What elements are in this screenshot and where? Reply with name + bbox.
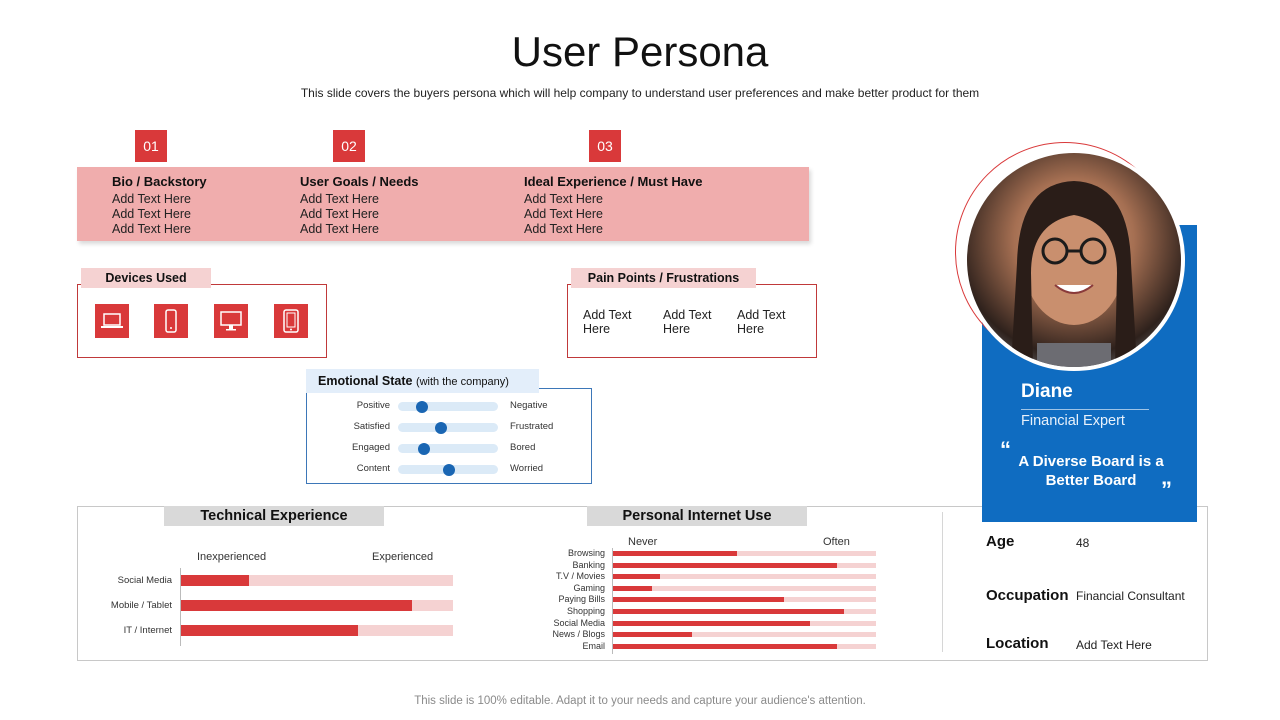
pain-point-line: Here [663,322,691,336]
desktop-monitor-icon [214,304,248,338]
emotion-slider-knob [416,401,428,413]
pain-point-item [583,308,631,336]
technical-bar-fill [181,600,412,611]
section-line: Add Text Here [524,207,603,221]
footer-note: This slide is 100% editable. Adapt it to your needs and capture your audience's attention. [414,695,866,707]
internet-row-label: Browsing [567,548,605,558]
internet-bar-fill [613,597,784,602]
internet-bar-track [613,644,876,649]
internet-scale-low: Never [628,536,658,548]
profile-quote: A Diverse Board is a Better Board [1018,453,1164,489]
emotional-state-subheading: (with the company) [415,376,509,388]
technical-bar-track [181,625,453,636]
section-title: Bio / Backstory [112,174,207,189]
technical-bar-track [181,575,453,586]
close-quote-icon: ” [1161,477,1172,502]
technical-row-label: IT / Internet [123,625,172,636]
internet-bar-track [613,586,876,591]
section-goals [300,174,419,237]
internet-bar-fill [613,644,837,649]
tablet-icon [274,304,308,338]
pain-point-line: Here [583,322,611,336]
internet-use-title: Personal Internet Use [587,506,807,526]
emotion-slider-knob [418,443,430,455]
emotion-left-label: Satisfied [353,421,390,432]
page-subtitle: This slide covers the buyers persona which will help company to understand user preferences and make better product for them [300,86,980,100]
emotion-slider-knob [435,422,447,434]
emotion-row [320,442,580,456]
emotion-slider-track [398,402,498,411]
section-title: User Goals / Needs [300,174,419,189]
internet-bar-track [613,609,876,614]
section-line: Add Text Here [524,222,603,236]
emotion-slider-track [398,465,498,474]
open-quote-icon: “ [1000,437,1011,462]
internet-bar-track [613,621,876,626]
technical-row-label: Social Media [117,575,172,586]
internet-bar-track [613,551,876,556]
internet-bar-fill [613,551,737,556]
internet-row-label: Paying Bills [558,594,605,605]
internet-bar-track [613,632,876,637]
emotion-right-label: Bored [510,442,536,453]
emotional-state-title [306,369,539,393]
internet-row-label: Gaming [573,582,605,593]
internet-row-label: Banking [572,559,605,570]
internet-row-label: Shopping [566,606,605,616]
emotion-row [320,421,580,435]
section-line: Add Text Here [300,222,379,236]
emotion-right-label: Frustrated [510,421,554,432]
emotion-left-label: Content [356,463,390,474]
section-line: Add Text Here [112,207,191,221]
pain-points-title: Pain Points / Frustrations [571,268,756,288]
section-line: Add Text Here [300,207,379,221]
internet-row-label: News / Blogs [552,629,605,640]
section-line: Add Text Here [112,222,191,236]
laptop-icon [95,304,129,338]
fact-value-occupation: Financial Consultant [1076,589,1185,603]
emotion-slider-track [398,444,498,453]
section-number-01: 01 [135,130,167,162]
pain-point-item [663,308,711,336]
internet-row-label: Email [582,640,605,651]
technical-scale-low: Inexperienced [197,551,267,563]
fact-value-location: Add Text Here [1076,638,1152,652]
technical-bar-fill [181,625,358,636]
pain-point-line: Add Text [583,308,632,322]
emotion-row [320,463,580,477]
internet-bar-track [613,597,876,602]
emotion-right-label: Worried [510,463,544,474]
pain-point-line: Here [737,322,765,336]
panel-divider [942,512,943,652]
technical-experience-title: Technical Experience [164,506,384,526]
internet-bar-fill [613,574,660,579]
emotion-left-label: Engaged [351,442,390,453]
devices-title: Devices Used [81,268,211,288]
section-line: Add Text Here [112,192,191,206]
emotional-state-heading: Emotional State [318,374,413,388]
technical-row-label: Mobile / Tablet [110,600,172,611]
section-number-03: 03 [589,130,621,162]
emotion-row [320,400,580,414]
internet-bar-fill [613,621,810,626]
section-bio [112,174,207,237]
page-title: User Persona [511,28,769,75]
pain-point-line: Add Text [663,308,712,322]
section-ideal-experience [524,174,702,237]
fact-key-occupation: Occupation [986,587,1069,604]
internet-bar-track [613,563,876,568]
section-number-02: 02 [333,130,365,162]
internet-bar-fill [613,586,652,591]
pain-point-item [737,308,785,336]
mobile-phone-icon [154,304,188,338]
profile-role: Financial Expert [1021,413,1125,429]
profile-divider [1021,409,1149,410]
emotion-left-label: Positive [356,400,390,411]
fact-value-age: 48 [1076,536,1090,550]
internet-row-label: Social Media [553,617,605,628]
section-title: Ideal Experience / Must Have [524,174,703,189]
internet-row-label: T.V / Movies [555,571,605,582]
technical-bar-track [181,600,453,611]
fact-key-location: Location [986,635,1049,652]
pain-point-line: Add Text [737,308,786,322]
profile-photo [963,149,1185,371]
emotion-slider-knob [443,464,455,476]
profile-name: Diane [1021,381,1073,402]
internet-bar-track [613,574,876,579]
technical-scale-high: Experienced [372,551,434,563]
emotion-slider-track [398,423,498,432]
section-line: Add Text Here [524,192,603,206]
internet-bar-fill [613,563,837,568]
internet-bar-fill [613,609,844,614]
fact-key-age: Age [986,533,1015,550]
internet-scale-high: Often [823,536,850,548]
technical-bar-fill [181,575,249,586]
section-line: Add Text Here [300,192,379,206]
emotion-right-label: Negative [510,400,548,411]
internet-bar-fill [613,632,692,637]
